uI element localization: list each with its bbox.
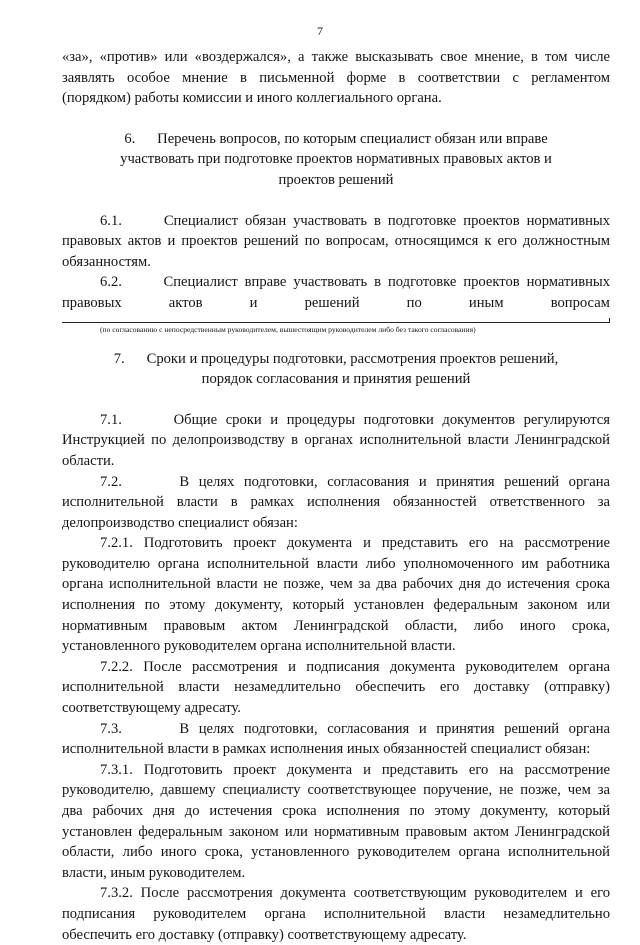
word: по [406, 294, 422, 311]
text-line: 7.2. В целях подготовки, согласования и принятия решений органа [100, 473, 610, 490]
heading-line: проектов решений [278, 171, 394, 188]
paragraph-6-1 [62, 211, 610, 273]
text-line: 6.1. Специалист обязан участвовать в подготовке проектов нормативных [100, 212, 610, 229]
paragraph-7-1 [62, 410, 610, 472]
heading-line: 7. Сроки и процедуры подготовки, рассмотрения проектов решений, [113, 350, 559, 367]
text-line: заявлять особое мнение в письменной форме в соответствии с регламентом [62, 69, 610, 86]
paragraph-7-2-1 [62, 533, 610, 657]
word: актов [168, 294, 203, 311]
text-line: два рабочих дня до истечения срока исполнения по этому документу, который [62, 803, 610, 819]
text-line: делопроизводство специалист обязан: [62, 514, 298, 531]
text-line: установлен федеральным законом или нормативным правовым актом Ленинградской [62, 823, 610, 840]
text-line: обеспечить его доставку (отправку) соответствующему адресату. [62, 926, 467, 943]
text-line-spread [62, 293, 610, 314]
text-line: власти, иным руководителем. [62, 864, 246, 881]
heading-line: порядок согласования и принятия решений [201, 371, 471, 388]
section-7-heading [62, 349, 610, 390]
intro-paragraph [62, 47, 610, 109]
text-line: 7.3. В целях подготовки, согласования и принятия решений органа [100, 720, 610, 737]
footnote-caption: (по согласованию с непосредственным руководителем, вышестоящим руководителем либо без такого согласования) [100, 324, 476, 334]
fill-in-line [62, 322, 610, 323]
word: иным [468, 294, 504, 311]
text-line: 7.1. Общие сроки и процедуры подготовки документов регулируются [100, 411, 610, 428]
text-line: Инструкцией по делопроизводству в органах исполнительной власти Ленинградской [62, 432, 610, 449]
text-line: правовых актов и проектов решений по вопросам, относящимся к его должностным [62, 233, 610, 250]
text-line: установленного руководителем органа исполнительной власти. [62, 638, 456, 655]
text-line: 6.2. Специалист вправе участвовать в подготовке проектов нормативных [100, 274, 610, 291]
text-line: нормативным правовым актом Ленинградской области, либо иного срока, [62, 617, 610, 634]
text-line: исполнительной власти в рамках исполнения иных обязанностей специалист обязан: [62, 741, 591, 758]
text-line: (порядком) работы комиссии и иного коллегиального органа. [62, 90, 442, 107]
text-line: 7.3.1. Подготовить проект документа и представить его на рассмотрение [100, 761, 610, 778]
text-line: руководителю органа исполнительной власти либо уполномоченного им работника [62, 555, 610, 572]
heading-line: участвовать при подготовке проектов нормативных правовых актов и [120, 151, 552, 168]
section-6-heading [62, 129, 610, 191]
line-tick [608, 318, 610, 322]
paragraph-7-3-1 [62, 760, 610, 884]
text-line: обязанностям. [62, 253, 151, 270]
word: правовых [62, 294, 122, 311]
text-line: 7.3.2. После рассмотрения документа соответствующим руководителем и его [100, 885, 610, 902]
text-line: органа исполнительной власти не позже, чем за два рабочих дня до истечения срока [62, 576, 610, 593]
text-line: подписания руководителем органа исполнительной власти незамедлительно [62, 905, 610, 922]
paragraph-7-2-2 [62, 657, 610, 719]
text-line: «за», «против» или «воздержался», а также высказывать свое мнение, в том числе [62, 49, 610, 65]
text-line: исполнительной власти в рамках исполнения обязанностей ответственного за [62, 494, 610, 511]
document-body [62, 47, 610, 945]
paragraph-7-3-2 [62, 883, 610, 945]
paragraph-6-2 [62, 272, 610, 334]
text-line: области. [62, 452, 115, 469]
text-line: руководителю, давшему специалисту соответствующее поручение, не позже, чем за [62, 782, 610, 799]
heading-line: 6. Перечень вопросов, по которым специалист обязан или вправе [124, 130, 548, 147]
text-line: исполнения по этому документу, который установлен федеральным законом или [62, 597, 610, 614]
text-line: соответствующему адресату. [62, 700, 241, 717]
word: вопросам [550, 294, 610, 311]
page-number: 7 [317, 24, 323, 38]
paragraph-7-2 [62, 472, 610, 534]
word: и [249, 294, 258, 311]
text-line: исполнительной власти незамедлительно обеспечить его доставку (отправку) [62, 679, 610, 696]
word: решений [304, 294, 360, 311]
text-line: области, либо иного срока, установленного руководителем органа исполнительной [62, 844, 610, 861]
text-line: 7.2.1. Подготовить проект документа и представить его на рассмотрение [100, 535, 610, 552]
text-line: 7.2.2. После рассмотрения и подписания документа руководителем органа [100, 658, 610, 675]
paragraph-7-3 [62, 719, 610, 760]
